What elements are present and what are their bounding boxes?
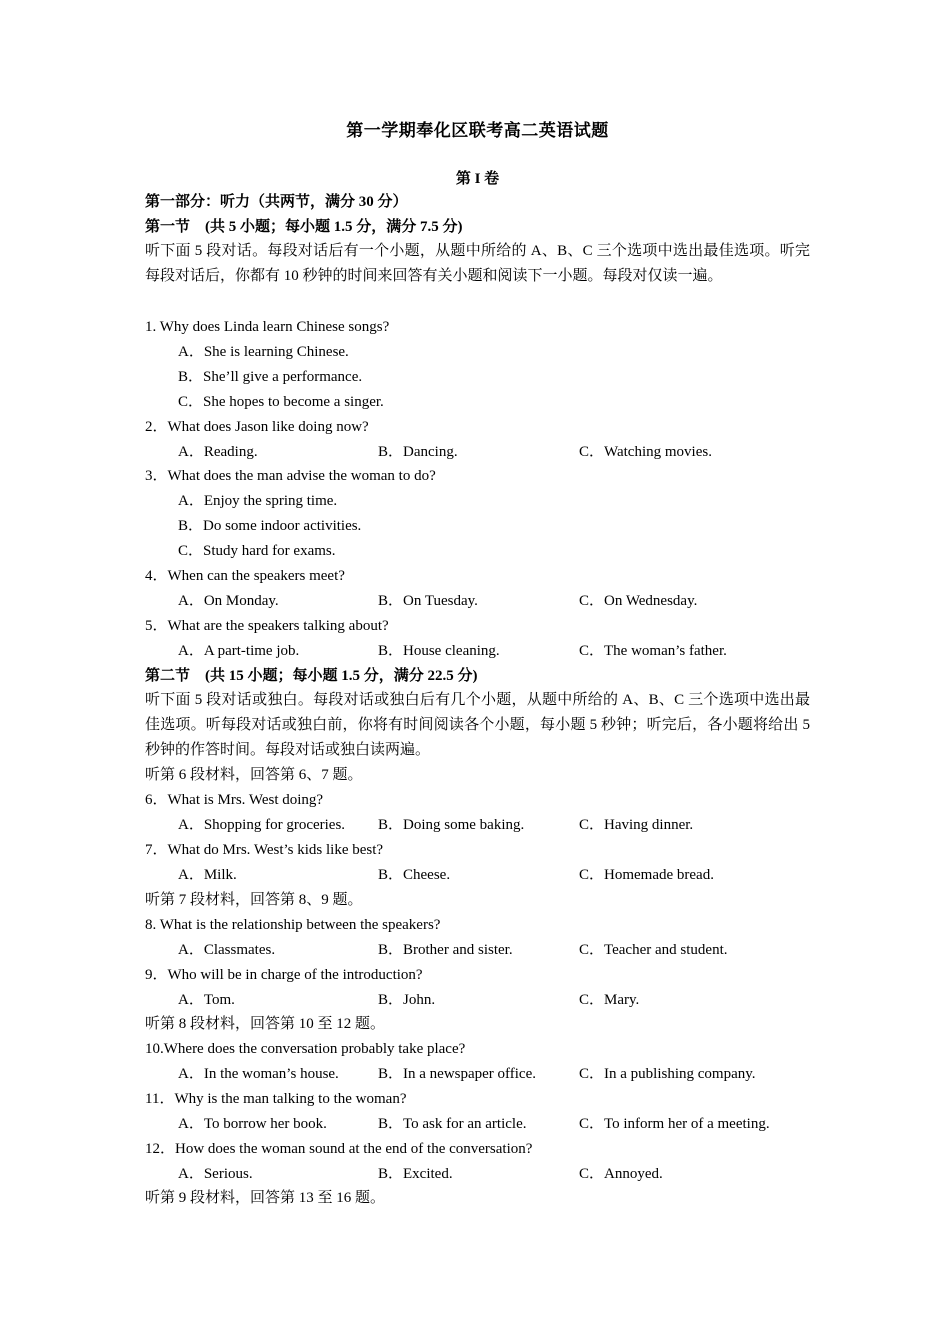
q2-option-c: C．Watching movies. <box>579 444 712 460</box>
q10-option-a: A．In the woman’s house. <box>178 1066 339 1082</box>
q3-option-c: C．Study hard for exams. <box>178 543 336 559</box>
section1-heading: 第一节 (共 5 小题；每小题 1.5 分，满分 7.5 分) <box>145 219 463 235</box>
q10-option-b: B．In a newspaper office. <box>378 1066 536 1082</box>
q8-option-b: B．Brother and sister. <box>378 942 513 958</box>
q1-option-c: C．She hopes to become a singer. <box>178 394 384 410</box>
q1-option-a: A．She is learning Chinese. <box>178 344 349 360</box>
question-7: 7．What do Mrs. West’s kids like best? <box>145 842 384 858</box>
q4-option-a: A．On Monday. <box>178 593 279 609</box>
volume-heading: 第 I 卷 <box>455 171 500 187</box>
q8-option-a: A．Classmates. <box>178 942 276 958</box>
material-8-note: 听第 8 段材料，回答第 10 至 12 题。 <box>145 1016 386 1032</box>
q4-option-b: B．On Tuesday. <box>378 593 478 609</box>
q6-option-a: A．Shopping for groceries. <box>178 817 346 833</box>
q11-option-a: A．To borrow her book. <box>178 1116 327 1132</box>
q5-option-c: C．The woman’s father. <box>579 643 727 659</box>
q10-option-c: C．In a publishing company. <box>579 1066 756 1082</box>
material-6-note: 听第 6 段材料，回答第 6、7 题。 <box>145 767 363 783</box>
q7-option-c: C．Homemade bread. <box>579 867 714 883</box>
q3-option-a: A．Enjoy the spring time. <box>178 493 338 509</box>
q6-option-b: B．Doing some baking. <box>378 817 525 833</box>
question-10: 10.Where does the conversation probably take place? <box>145 1041 466 1057</box>
q11-option-b: B．To ask for an article. <box>378 1116 527 1132</box>
q2-option-a: A．Reading. <box>178 444 258 460</box>
question-8: 8. What is the relationship between the speakers? <box>145 917 441 933</box>
q5-option-a: A．A part-time job. <box>178 643 300 659</box>
question-1: 1. Why does Linda learn Chinese songs? <box>145 319 390 335</box>
section2-heading: 第二节 (共 15 小题；每小题 1.5 分，满分 22.5 分) <box>145 668 478 684</box>
q6-option-c: C．Having dinner. <box>579 817 694 833</box>
question-11: 11．Why is the man talking to the woman? <box>145 1091 407 1107</box>
q1-option-b: B．She’ll give a performance. <box>178 369 363 385</box>
q11-option-c: C．To inform her of a meeting. <box>579 1116 770 1132</box>
material-9-note: 听第 9 段材料，回答第 13 至 16 题。 <box>145 1190 386 1206</box>
q4-option-c: C．On Wednesday. <box>579 593 698 609</box>
section1-instructions: 听下面 5 段对话。每段对话后有一个小题，从题中所给的 A、B、C 三个选项中选出最佳选项。听完每段对话后，你都有 10 秒钟的时间来回答有关小题和阅读下一小题。每段对仅读一遍。 <box>145 243 810 284</box>
q9-option-c: C．Mary. <box>579 992 640 1008</box>
question-5: 5．What are the speakers talking about? <box>145 618 389 634</box>
question-2: 2．What does Jason like doing now? <box>145 419 369 435</box>
question-6: 6．What is Mrs. West doing? <box>145 792 324 808</box>
q5-option-b: B．House cleaning. <box>378 643 500 659</box>
q3-option-b: B．Do some indoor activities. <box>178 518 362 534</box>
material-7-note: 听第 7 段材料，回答第 8、9 题。 <box>145 892 363 908</box>
part1-heading: 第一部分：听力（共两节，满分 30 分） <box>145 194 408 210</box>
question-3: 3．What does the man advise the woman to do? <box>145 468 436 484</box>
exam-title: 第一学期奉化区联考高二英语试题 <box>346 121 609 140</box>
q8-option-c: C．Teacher and student. <box>579 942 728 958</box>
q9-option-b: B．John. <box>378 992 436 1008</box>
q7-option-b: B．Cheese. <box>378 867 451 883</box>
question-4: 4．When can the speakers meet? <box>145 568 345 584</box>
q2-option-b: B．Dancing. <box>378 444 458 460</box>
q9-option-a: A．Tom. <box>178 992 235 1008</box>
section2-instructions: 听下面 5 段对话或独白。每段对话或独白后有几个小题，从题中所给的 A、B、C 三个选项中选出最佳选项。听每段对话或独白前，你将有时间阅读各个小题，每小题 5 秒钟；听完后，各小题将给出 5 秒钟的作答时间。每段对话或独白读两遍。 <box>145 692 810 758</box>
q7-option-a: A．Milk. <box>178 867 237 883</box>
q12-option-c: C．Annoyed. <box>579 1166 663 1182</box>
question-9: 9．Who will be in charge of the introduction? <box>145 967 423 983</box>
q12-option-b: B．Excited. <box>378 1166 453 1182</box>
q12-option-a: A．Serious. <box>178 1166 253 1182</box>
question-12: 12．How does the woman sound at the end of the conversation? <box>145 1141 533 1157</box>
